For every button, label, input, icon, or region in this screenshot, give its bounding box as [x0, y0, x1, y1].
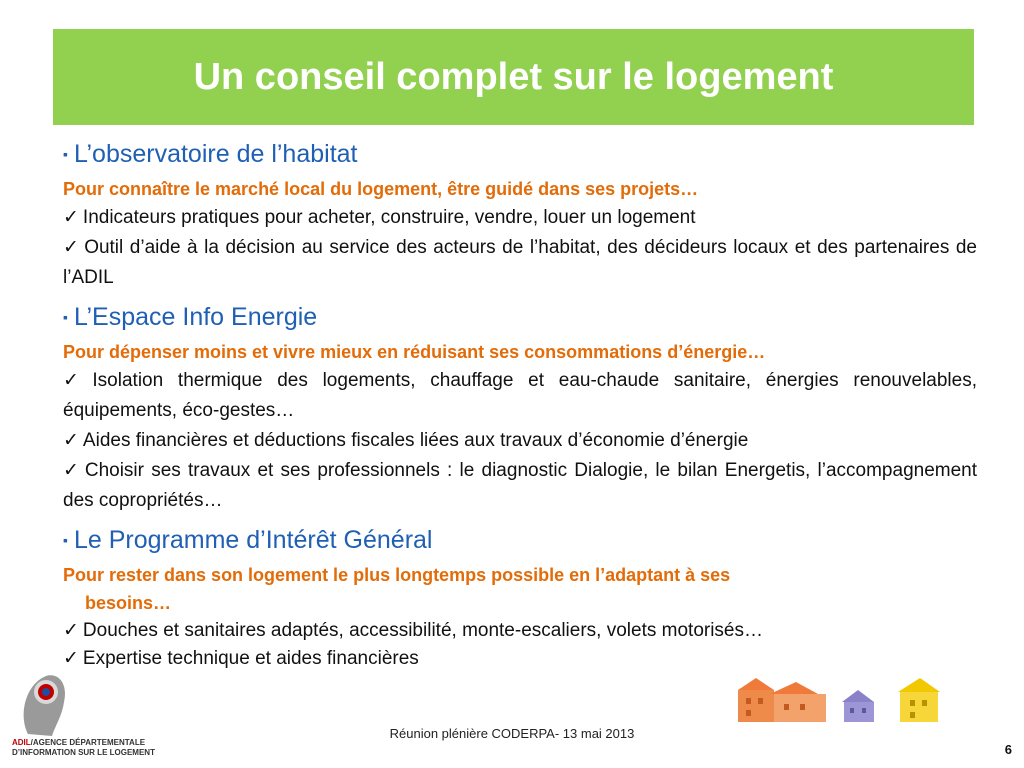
list-item: ✓ Indicateurs pratiques pour acheter, construire, vendre, louer un logement [63, 207, 696, 228]
checkmark-icon: ✓ [63, 430, 79, 451]
square-bullet-icon: ▪ [63, 309, 68, 325]
houses-illustration [734, 672, 944, 724]
checkmark-icon: ✓ [63, 460, 81, 481]
section-heading [63, 136, 977, 175]
section-heading [63, 299, 977, 338]
list-item: ✓ Douches et sanitaires adaptés, accessibilité, monte-escaliers, volets motorisés… [63, 620, 763, 641]
slide-title: Un conseil complet sur le logement [193, 55, 834, 98]
list-item: ✓ Isolation thermique des logements, chauffage et eau-chaude sanitaire, énergies renouvelables, équipements, éco-gestes… [63, 370, 977, 421]
adil-logo-text: ADIL/AGENCE DÉPARTEMENTALE D’INFORMATION SUR LE LOGEMENT [12, 738, 155, 757]
section-subtitle: Pour connaître le marché local du logement, être guidé dans ses projets… [63, 179, 699, 199]
slide-content [63, 136, 977, 679]
orange-house-icon [738, 678, 826, 722]
title-banner [53, 29, 974, 125]
checkmark-icon: ✓ [63, 648, 79, 669]
section-programme-interet-general [63, 522, 977, 673]
yellow-house-icon [898, 678, 940, 722]
section-espace-info-energie [63, 299, 977, 516]
section-heading [63, 522, 977, 561]
square-bullet-icon: ▪ [63, 146, 68, 162]
checkmark-icon: ✓ [63, 237, 81, 258]
section-observatoire [63, 136, 977, 293]
footer-meeting-label: Réunion plénière CODERPA- 13 mai 2013 [389, 726, 635, 741]
purple-house-icon [842, 690, 874, 722]
list-item: ✓ Aides financières et déductions fiscales liées aux travaux d’économie d’énergie [63, 430, 749, 451]
list-item: ✓ Expertise technique et aides financières [63, 648, 419, 669]
heading-text: L’observatoire de l’habitat [73, 140, 358, 168]
page-number: 6 [1004, 742, 1012, 757]
checkmark-icon: ✓ [63, 620, 79, 641]
heading-text: Le Programme d’Intérêt Général [73, 526, 433, 554]
section-subtitle: Pour dépenser moins et vivre mieux en réduisant ses consommations d’énergie… [63, 342, 766, 362]
list-item: ✓ Outil d’aide à la décision au service des acteurs de l’habitat, des décideurs locaux et des partenaires de l’ADIL [63, 237, 977, 288]
list-item: ✓ Choisir ses travaux et ses professionnels : le diagnostic Dialogie, le bilan Energetis, l’accompagnement des copropriétés… [63, 460, 978, 511]
section-subtitle: Pour rester dans son logement le plus longtemps possible en l’adaptant à ses besoins… [63, 565, 731, 613]
heading-text: L’Espace Info Energie [73, 303, 318, 331]
checkmark-icon: ✓ [63, 207, 79, 228]
square-bullet-icon: ▪ [63, 532, 68, 548]
checkmark-icon: ✓ [63, 370, 89, 391]
